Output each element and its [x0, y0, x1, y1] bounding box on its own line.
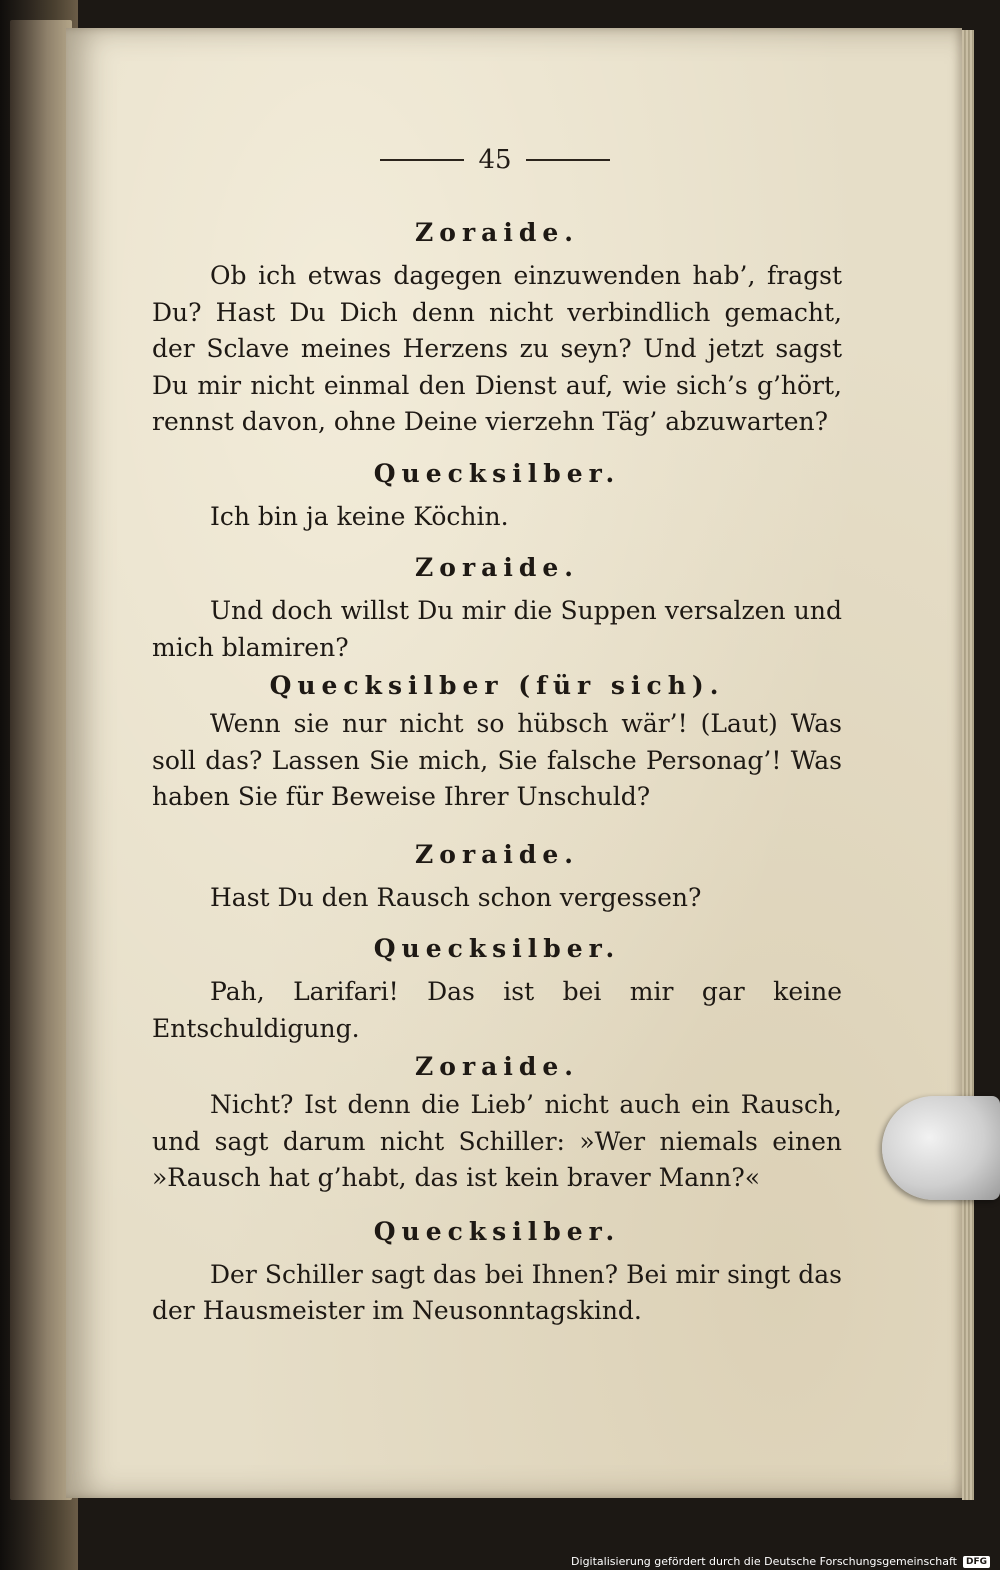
dialogue-block: [152, 449, 842, 536]
speech-text: Und doch willst Du mir die Suppen versalzen und mich blamiren?: [152, 596, 842, 662]
dialogue-block: [152, 208, 842, 441]
dialogue-block: [152, 1207, 842, 1330]
speaker-name: Quecksilber.: [373, 934, 621, 963]
speech-text: Der Schiller sagt das bei Ihnen? Bei mir singt das der Hausmeister im Neusonntagskind.: [152, 1259, 842, 1325]
speaker-name: Quecksilber.: [373, 1216, 621, 1246]
header-rule-right: [526, 159, 610, 161]
speaker-name: Zoraide.: [415, 553, 579, 582]
speaker-name: Zoraide.: [415, 1052, 579, 1081]
dialogue-block: [152, 543, 842, 666]
page-stack-edges: [962, 30, 974, 1500]
speech-text: Nicht? Ist denn die Lieb’ nicht auch ein Rausch, und sagt darum nicht Schiller: »Wer niemals einen »Rausch hat g’habt, das ist kein braver Mann?«: [152, 1090, 842, 1192]
footer-credit: Digitalisierung gefördert durch die Deutsche Forschungsgemeinschaft: [571, 1555, 957, 1568]
speaker-name: Zoraide.: [415, 839, 579, 869]
dialogue-block: [152, 1047, 842, 1197]
page-header: [380, 140, 610, 180]
header-rule-left: [380, 159, 464, 161]
page-text: [152, 208, 842, 1330]
dfg-logo-icon: DFG: [963, 1556, 990, 1568]
dialogue-block: [152, 924, 842, 1047]
scanner-clamp: [882, 1096, 1000, 1200]
speaker-name: Zoraide.: [415, 218, 579, 247]
dialogue-block: [152, 666, 842, 816]
speech-text: Wenn sie nur nicht so hübsch wär’! (Laut) Was soll das? Lassen Sie mich, Sie falsche Personag’! Was haben Sie für Beweise Ihrer Unschuld?: [152, 709, 842, 811]
speaker-name: Quecksilber.: [373, 458, 621, 488]
speech-text: Hast Du den Rausch schon vergessen?: [210, 882, 702, 912]
speech-text: Ich bin ja keine Köchin.: [210, 501, 509, 531]
page-number: 45: [478, 145, 512, 175]
speech-text: Ob ich etwas dagegen einzuwenden hab’, fragst Du? Hast Du Dich denn nicht verbindlich gemacht, der Sclave meines Herzens zu seyn? Und jetzt sagst Du mir nicht einmal den Dienst auf, wie sich’s g’hört, rennst davon, ohne Deine vierzehn Täg’ abzuwarten?: [152, 261, 842, 436]
dialogue-block: [152, 830, 842, 917]
digitization-footer: [571, 1555, 990, 1568]
speech-text: Pah, Larifari! Das ist bei mir gar keine Entschuldigung.: [152, 977, 842, 1043]
speaker-name: Quecksilber (für sich).: [269, 671, 725, 700]
previous-page-edge: [10, 20, 72, 1500]
